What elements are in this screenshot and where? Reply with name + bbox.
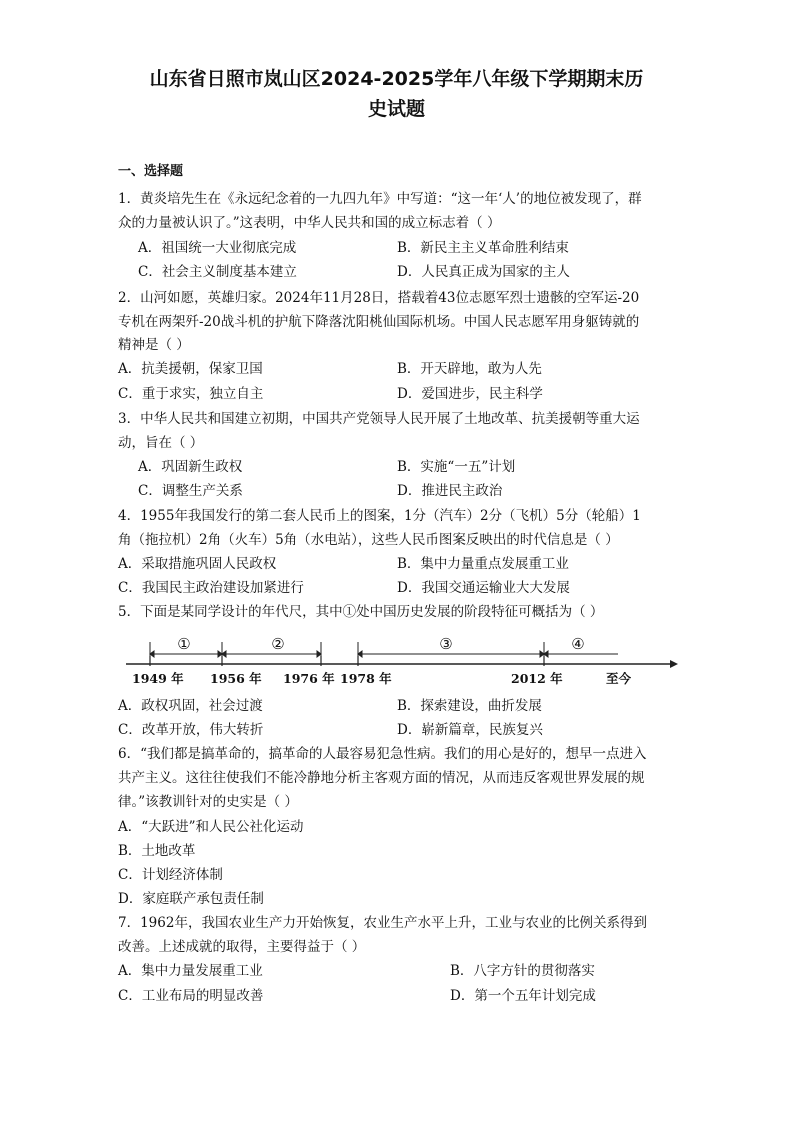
segment-label-3: ③ — [439, 635, 453, 653]
page-title — [100, 64, 693, 124]
option-c[interactable]: C．改革开放，伟大转折 — [118, 722, 264, 738]
section-heading: 一、选择题 — [118, 164, 184, 179]
option-a[interactable]: A．“大跃进”和人民公社化运动 — [118, 819, 304, 835]
option-a[interactable]: A．祖国统一大业彻底完成 — [138, 240, 297, 256]
title-line-1: 山东省日照市岚山区2024-2025学年八年级下学期期末历 — [149, 68, 644, 90]
option-c[interactable]: C．社会主义制度基本建立 — [138, 264, 297, 280]
year-label: 2012 年 — [511, 671, 563, 686]
option-d[interactable]: D．我国交通运输业大大发展 — [397, 580, 570, 596]
option-c[interactable]: C．工业布局的明显改善 — [118, 988, 264, 1004]
option-b[interactable]: B．集中力量重点发展重工业 — [397, 556, 569, 572]
question-text: 精神是（ ） — [118, 337, 190, 353]
question-text: 7．1962年，我国农业生产力开始恢复，农业生产水平上升，工业与农业的比例关系得到 — [118, 915, 647, 931]
option-b[interactable]: B．探索建设，曲折发展 — [397, 698, 542, 714]
question-text: 角（拖拉机）2角（火车）5角（水电站），这些人民币图案反映出的时代信息是（ ） — [118, 532, 619, 548]
question-text: 众的力量被认识了。”这表明，中华人民共和国的成立标志着（ ） — [118, 215, 501, 231]
option-c[interactable]: C．计划经济体制 — [118, 867, 223, 883]
question-text: 5．下面是某同学设计的年代尺，其中①处中国历史发展的阶段特征可概括为（ ） — [118, 604, 604, 620]
title-line-2: 史试题 — [367, 98, 425, 120]
question-text: 律。”该教训针对的史实是（ ） — [118, 794, 298, 810]
option-a[interactable]: A．政权巩固，社会过渡 — [118, 698, 263, 714]
question-text: 改善。上述成就的取得，主要得益于（ ） — [118, 939, 366, 955]
option-c[interactable]: C．我国民主政治建设加紧进行 — [118, 580, 304, 596]
option-c[interactable]: C．调整生产关系 — [138, 483, 243, 499]
option-c[interactable]: C．重于求实，独立自主 — [118, 386, 264, 402]
option-a[interactable]: A．集中力量发展重工业 — [118, 963, 263, 979]
option-a[interactable]: A．巩固新生政权 — [138, 459, 243, 475]
option-b[interactable]: B．土地改革 — [118, 843, 196, 859]
question-text: 6．“我们都是搞革命的，搞革命的人最容易犯急性病。我们的用心是好的，想早一点进入 — [118, 746, 647, 762]
timeline-figure — [118, 628, 683, 690]
segment-label-2: ② — [271, 635, 285, 653]
option-d[interactable]: D．崭新篇章，民族复兴 — [397, 722, 543, 738]
segment-label-1: ① — [177, 635, 191, 653]
timeline-arrow — [670, 660, 678, 668]
segment-label-4: ④ — [571, 635, 585, 653]
option-d[interactable]: D．爱国进步，民主科学 — [397, 386, 543, 402]
option-a[interactable]: A．采取措施巩固人民政权 — [118, 556, 277, 572]
question-text: 4．1955年我国发行的第二套人民币上的图案，1分（汽车）2分（飞机）5分（轮船）1 — [118, 508, 641, 524]
question-text: 动，旨在（ ） — [118, 435, 204, 451]
option-b[interactable]: B．开天辟地，敢为人先 — [397, 361, 542, 377]
option-b[interactable]: B．新民主主义革命胜利结束 — [397, 240, 569, 256]
question-text: 专机在两架歼-20战斗机的护航下降落沈阳桃仙国际机场。中国人民志愿军用身躯铸就的 — [118, 314, 640, 330]
option-d[interactable]: D．推进民主政治 — [397, 483, 503, 499]
question-text: 2．山河如愿，英雄归家。2024年11月28日，搭载着43位志愿军烈士遗骸的空军运-20 — [118, 290, 640, 306]
year-label: 至今 — [606, 671, 632, 686]
option-d[interactable]: D．家庭联产承包责任制 — [118, 891, 264, 907]
option-d[interactable]: D．人民真正成为国家的主人 — [397, 264, 570, 280]
year-label: 1978 年 — [340, 671, 392, 686]
question-text: 共产主义。这往往使我们不能冷静地分析主客观方面的情况，从而违反客观世界发展的规 — [118, 770, 645, 786]
question-text: 1．黄炎培先生在《永远纪念着的一九四九年》中写道：“这一年‘人’的地位被发现了，群 — [118, 191, 642, 207]
option-d[interactable]: D．第一个五年计划完成 — [450, 988, 596, 1004]
question-text: 3．中华人民共和国建立初期，中国共产党领导人民开展了土地改革、抗美援朝等重大运 — [118, 411, 640, 427]
option-b[interactable]: B．八字方针的贯彻落实 — [450, 963, 595, 979]
year-label: 1949 年 — [132, 671, 184, 686]
option-a[interactable]: A．抗美援朝，保家卫国 — [118, 361, 263, 377]
year-label: 1976 年 — [283, 671, 335, 686]
option-b[interactable]: B．实施“一五”计划 — [397, 459, 516, 475]
year-label: 1956 年 — [210, 671, 262, 686]
